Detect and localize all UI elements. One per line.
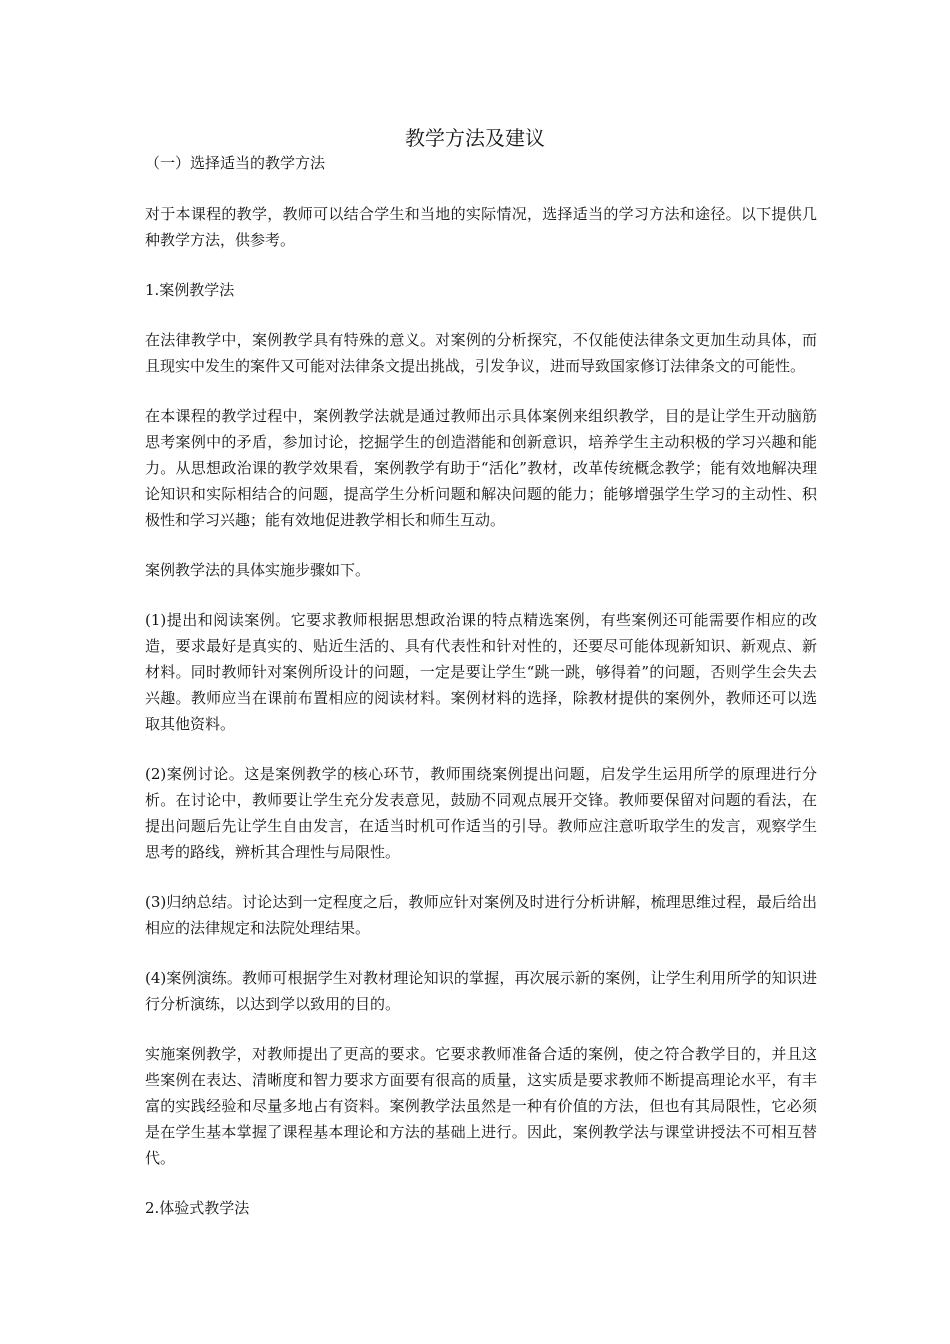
heading-case-method: 1.案例教学法: [145, 281, 235, 299]
document-title: 教学方法及建议: [405, 126, 545, 150]
step-paragraph: (2)案例讨论。这是案例教学的核心环节，教师围绕案例提出问题，启发学生运用所学的原理进行分析。在讨论中，教师要让学生充分发表意见，鼓励不同观点展开交锋。教师要保留对问题的看法，在提出问题后先让学生自由发言，在适当时机可作适当的引导。教师应注意听取学生的发言，观察学生思考的路线，辨析其合理性与局限性。: [145, 765, 817, 861]
paragraph: 实施案例教学，对教师提出了更高的要求。它要求教师准备合适的案例，使之符合教学目的，并且这些案例在表达、清晰度和智力要求方面要有很高的质量，这实质是要求教师不断提高理论水平，有丰富的实践经验和尽量多地占有资料。案例教学法虽然是一种有价值的方法，但也有其局限性，它必须是在学生基本掌握了课程基本理论和方法的基础上进行。因此，案例教学法与课堂讲授法不可相互替代。: [145, 1045, 817, 1167]
step-paragraph: (4)案例演练。教师可根据学生对教材理论知识的掌握，再次展示新的案例，让学生利用所学的知识进行分析演练，以达到学以致用的目的。: [145, 969, 817, 1013]
paragraph: 在本课程的教学过程中，案例教学法就是通过教师出示具体案例来组织教学，目的是让学生开动脑筋思考案例中的矛盾，参加讨论，挖掘学生的创造潜能和创新意识，培养学生主动积极的学习兴趣和能力。从思想政治课的教学效果看，案例教学有助于“活化”教材，改革传统概念教学；能有效地解决理论知识和实际相结合的问题，提高学生分析问题和解决问题的能力；能够增强学生学习的主动性、积极性和学习兴趣；能有效地促进教学相长和师生互动。: [145, 407, 817, 529]
step-paragraph: (3)归纳总结。讨论达到一定程度之后，教师应针对案例及时进行分析讲解，梳理思维过程，最后给出相应的法律规定和法院处理结果。: [145, 893, 817, 937]
intro-paragraph: 对于本课程的教学，教师可以结合学生和当地的实际情况，选择适当的学习方法和途径。以下提供几种教学方法，供参考。: [145, 205, 817, 249]
step-paragraph: (1)提出和阅读案例。它要求教师根据思想政治课的特点精选案例，有些案例还可能需要作相应的改造，要求最好是真实的、贴近生活的、具有代表性和针对性的，还要尽可能体现新知识、新观点、新材料。同时教师针对案例所设计的问题，一定是要让学生“跳一跳，够得着”的问题，否则学生会失去兴趣。教师应当在课前布置相应的阅读材料。案例材料的选择，除教材提供的案例外，教师还可以选取其他资料。: [145, 611, 817, 733]
document-body: [145, 201, 817, 1245]
paragraph: 在法律教学中，案例教学具有特殊的意义。对案例的分析探究，不仅能使法律条文更加生动具体，而且现实中发生的案件又可能对法律条文提出挑战，引发争议，进而导致国家修订法律条文的可能性。: [145, 331, 817, 375]
heading-experiential-method: 2.体验式教学法: [145, 1199, 250, 1217]
paragraph: 案例教学法的具体实施步骤如下。: [145, 561, 371, 579]
section-heading: （一）选择适当的教学方法: [145, 154, 326, 172]
